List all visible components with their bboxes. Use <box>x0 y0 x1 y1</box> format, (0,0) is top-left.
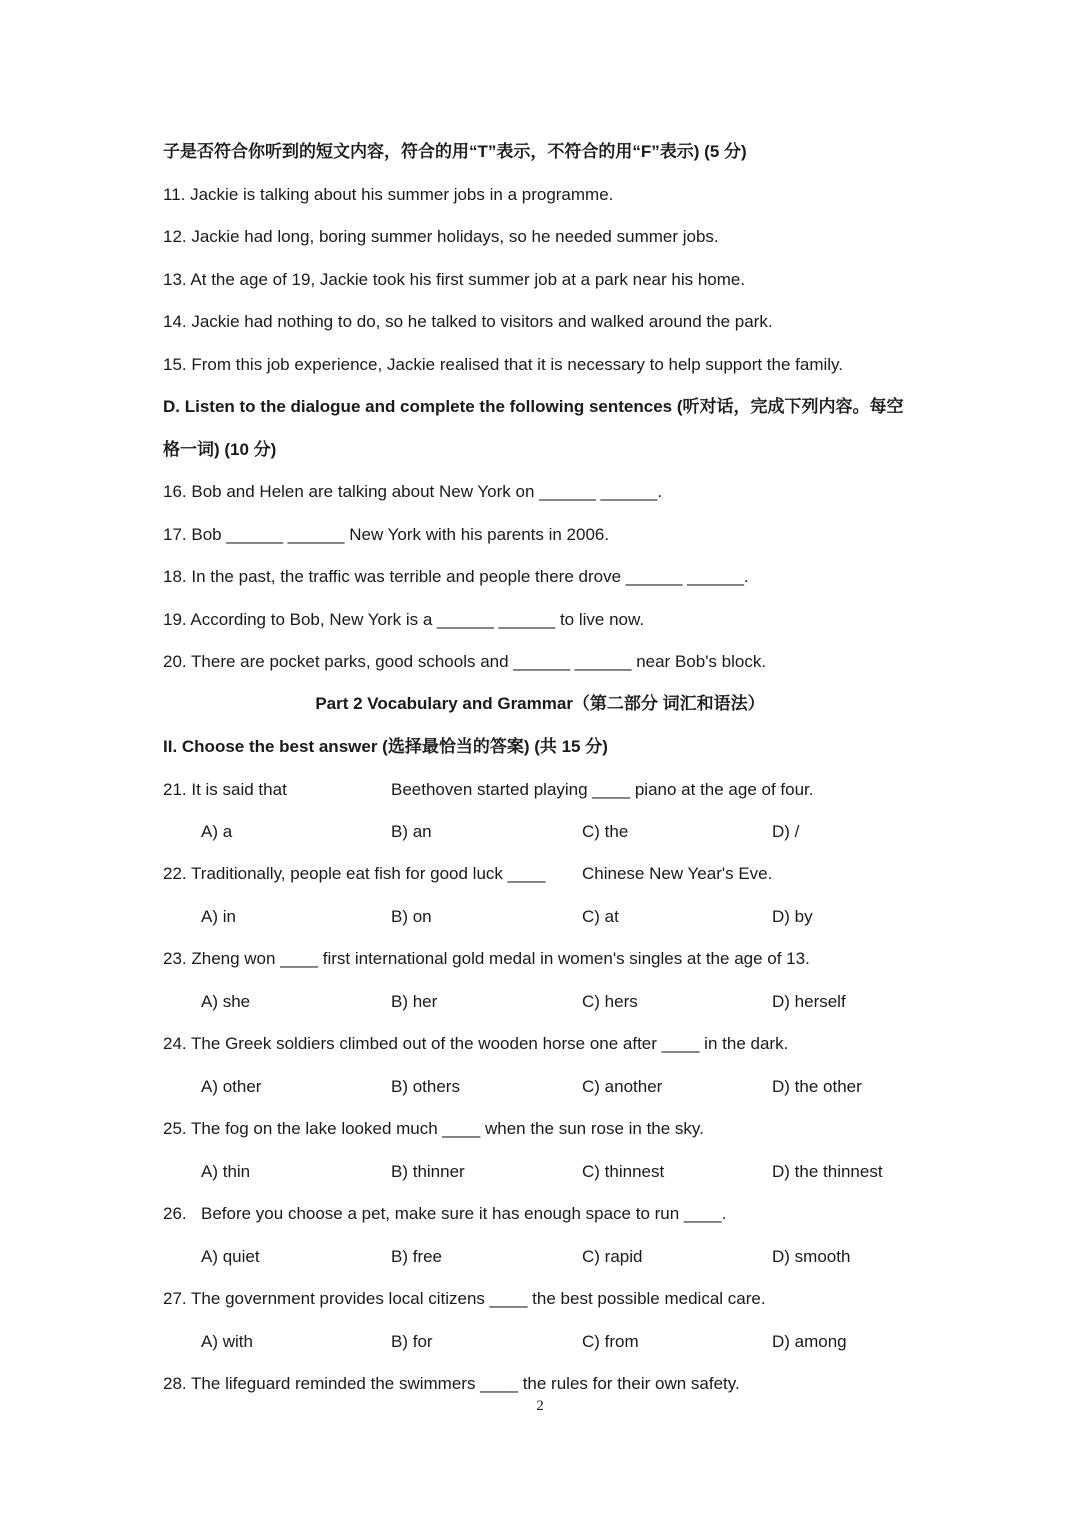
option-c: C) another <box>582 1077 663 1096</box>
option-b: B) for <box>391 1332 433 1351</box>
statement-item: 13. At the age of 19, Jackie took his first summer job at a park near his home. <box>163 270 746 289</box>
option-b: B) thinner <box>391 1162 465 1181</box>
statement-item: 12. Jackie had long, boring summer holidays, so he needed summer jobs. <box>163 227 719 246</box>
option-a: A) quiet <box>201 1247 260 1266</box>
option-c: C) hers <box>582 992 638 1011</box>
option-c: C) from <box>582 1332 639 1351</box>
option-c: C) at <box>582 907 619 926</box>
part2-title: Part 2 Vocabulary and Grammar（第二部分 词汇和语法） <box>315 694 765 713</box>
question-stem: Before you choose a pet, make sure it has enough space to run ____. <box>201 1204 727 1223</box>
option-c: C) rapid <box>582 1247 643 1266</box>
option-d: D) herself <box>772 992 846 1011</box>
fill-blank-item: 18. In the past, the traffic was terrible and people there drove ______ ______. <box>163 567 749 586</box>
section-c-instruction: 子是否符合你听到的短文内容，符合的用“T”表示，不符合的用“F”表示) (5 分) <box>163 142 747 161</box>
section-d-heading: D. Listen to the dialogue and complete the following sentences (听对话，完成下列内容。每空 <box>163 397 904 416</box>
option-d: D) the other <box>772 1077 862 1096</box>
section-d-heading-cont: 格一词) (10 分) <box>163 440 277 459</box>
statement-item: 11. Jackie is talking about his summer jobs in a programme. <box>163 185 614 204</box>
question-27: 27. The government provides local citizens ____ the best possible medical care. <box>163 1289 766 1308</box>
option-a: A) other <box>201 1077 262 1096</box>
question-stem-cont: Chinese New Year's Eve. <box>582 864 773 883</box>
question-21 <box>163 779 814 801</box>
fill-blank-item: 19. According to Bob, New York is a ______ ______ to live now. <box>163 610 645 629</box>
option-d: D) by <box>772 907 813 926</box>
question-28: 28. The lifeguard reminded the swimmers ____ the rules for their own safety. <box>163 1374 740 1393</box>
question-23: 23. Zheng won ____ first international gold medal in women's singles at the age of 13. <box>163 949 810 968</box>
option-b: B) an <box>391 822 432 841</box>
question-stem: 21. It is said that <box>163 780 287 799</box>
option-b: B) others <box>391 1077 460 1096</box>
option-b: B) free <box>391 1247 443 1266</box>
option-c: C) thinnest <box>582 1162 665 1181</box>
question-26 <box>163 1203 727 1225</box>
fill-blank-item: 20. There are pocket parks, good schools and ______ ______ near Bob's block. <box>163 652 767 671</box>
question-number: 26. <box>163 1204 187 1223</box>
option-b: B) on <box>391 907 432 926</box>
option-a: A) she <box>201 992 251 1011</box>
option-a: A) thin <box>201 1162 251 1181</box>
option-d: D) the thinnest <box>772 1162 883 1181</box>
option-a: A) in <box>201 907 236 926</box>
statement-item: 14. Jackie had nothing to do, so he talked to visitors and walked around the park. <box>163 312 773 331</box>
option-b: B) her <box>391 992 438 1011</box>
question-22 <box>163 863 773 885</box>
option-c: C) the <box>582 822 629 841</box>
option-d: D) among <box>772 1332 847 1351</box>
question-stem: 22. Traditionally, people eat fish for good luck ____ <box>163 864 546 883</box>
fill-blank-item: 16. Bob and Helen are talking about New York on ______ ______. <box>163 482 663 501</box>
option-d: D) / <box>772 822 800 841</box>
page-number: 2 <box>536 1398 544 1414</box>
section-ii-heading: II. Choose the best answer (选择最恰当的答案) (共 15 分) <box>163 737 608 756</box>
question-25: 25. The fog on the lake looked much ____ when the sun rose in the sky. <box>163 1119 704 1138</box>
option-d: D) smooth <box>772 1247 851 1266</box>
question-24: 24. The Greek soldiers climbed out of the wooden horse one after ____ in the dark. <box>163 1034 789 1053</box>
option-a: A) with <box>201 1332 253 1351</box>
statement-item: 15. From this job experience, Jackie realised that it is necessary to help support the family. <box>163 355 844 374</box>
question-stem-cont: Beethoven started playing ____ piano at the age of four. <box>391 780 814 799</box>
fill-blank-item: 17. Bob ______ ______ New York with his parents in 2006. <box>163 525 610 544</box>
option-a: A) a <box>201 822 233 841</box>
